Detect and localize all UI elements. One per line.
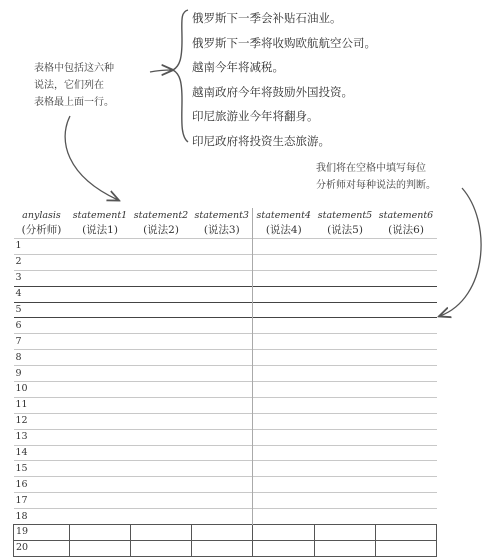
judgment-cell[interactable] [192,540,253,556]
judgment-cell[interactable] [376,525,437,541]
judgment-cell[interactable] [131,302,192,318]
judgment-cell[interactable] [376,270,437,286]
judgment-cell[interactable] [70,254,131,270]
judgment-cell[interactable] [253,429,315,445]
judgment-cell[interactable] [70,302,131,318]
judgment-cell[interactable] [131,350,192,366]
judgment-cell[interactable] [376,239,437,255]
header-en: statement6 [378,210,434,221]
statement-text: 俄罗斯下一季会补贴石油业。 [192,11,342,25]
header-statement-1 [70,208,131,239]
judgment-cell[interactable] [131,461,192,477]
judgment-cell[interactable] [70,477,131,493]
judgment-cell[interactable] [192,239,253,255]
judgment-cell[interactable] [315,239,376,255]
annotation-line: 分析师对每种说法的判断。 [316,180,436,191]
judgment-cell[interactable] [315,366,376,382]
header-statement-6 [376,208,437,239]
judgment-cell[interactable] [253,239,315,255]
row-number: 14 [14,445,70,461]
header-en: statement5 [317,210,373,221]
judgment-cell[interactable] [376,445,437,461]
header-zh: (说法5) [327,224,363,236]
judgment-cell[interactable] [315,445,376,461]
judgment-cell[interactable] [315,509,376,525]
row-number: 3 [14,270,70,286]
judgment-cell[interactable] [253,397,315,413]
judgment-cell[interactable] [70,270,131,286]
judgment-cell[interactable] [253,413,315,429]
table-row [14,461,437,477]
judgment-cell[interactable] [253,445,315,461]
judgment-cell[interactable] [253,254,315,270]
row-number: 7 [14,334,70,350]
arrow-to-brace-icon [150,70,172,72]
judgment-cell[interactable] [192,493,253,509]
table-row [14,286,437,302]
judgment-cell[interactable] [315,254,376,270]
judgment-cell[interactable] [131,413,192,429]
row-number: 19 [14,525,70,541]
judgment-cell[interactable] [131,493,192,509]
judgment-cell[interactable] [70,239,131,255]
table-row [14,525,437,541]
row-number: 4 [14,286,70,302]
judgment-table [13,208,437,557]
judgment-cell[interactable] [131,540,192,556]
row-number: 9 [14,366,70,382]
judgment-cell[interactable] [315,382,376,398]
judgment-cell[interactable] [315,461,376,477]
judgment-cell[interactable] [70,429,131,445]
judgment-cell[interactable] [131,318,192,334]
table-header-row [14,208,437,239]
judgment-cell[interactable] [70,286,131,302]
judgment-cell[interactable] [315,540,376,556]
annotation-line: 说法，它们列在 [34,80,104,91]
table-row [14,540,437,556]
judgment-cell[interactable] [253,350,315,366]
judgment-cell[interactable] [315,493,376,509]
judgment-cell[interactable] [376,366,437,382]
judgment-cell[interactable] [131,445,192,461]
row-number: 1 [14,239,70,255]
judgment-cell[interactable] [253,493,315,509]
table-row [14,413,437,429]
judgment-cell[interactable] [192,382,253,398]
judgment-cell[interactable] [131,382,192,398]
judgment-cell[interactable] [131,239,192,255]
judgment-cell[interactable] [253,302,315,318]
table-row [14,350,437,366]
header-en: statement2 [133,210,189,221]
row-number: 2 [14,254,70,270]
judgment-cell[interactable] [70,413,131,429]
judgment-cell[interactable] [376,334,437,350]
header-en: anylasis [22,210,61,221]
judgment-cell[interactable] [70,382,131,398]
table-row [14,493,437,509]
judgment-cell[interactable] [376,540,437,556]
judgment-cell[interactable] [315,477,376,493]
judgment-cell[interactable] [131,509,192,525]
row-number: 16 [14,477,70,493]
judgment-cell[interactable] [376,429,437,445]
judgment-cell[interactable] [192,461,253,477]
judgment-cell[interactable] [131,525,192,541]
judgment-cell[interactable] [315,397,376,413]
judgment-cell[interactable] [376,413,437,429]
judgment-cell[interactable] [192,525,253,541]
judgment-cell[interactable] [70,461,131,477]
judgment-cell[interactable] [315,286,376,302]
judgment-cell[interactable] [192,318,253,334]
header-statement-5 [315,208,376,239]
statement-text: 越南今年将减税。 [192,60,284,75]
judgment-cell[interactable] [376,509,437,525]
judgment-cell[interactable] [253,366,315,382]
judgment-cell[interactable] [376,493,437,509]
header-statement-4 [253,208,315,239]
judgment-cell[interactable] [70,540,131,556]
judgment-cell[interactable] [70,493,131,509]
statement-text: 越南政府今年将鼓励外国投资。 [192,84,353,99]
table-row [14,302,437,318]
judgment-cell[interactable] [192,509,253,525]
judgment-cell[interactable] [253,477,315,493]
header-en: statement4 [256,210,311,221]
judgment-cell[interactable] [192,270,253,286]
table-row [14,445,437,461]
judgment-cell[interactable] [70,318,131,334]
judgment-cell[interactable] [315,334,376,350]
table-row [14,397,437,413]
judgment-cell[interactable] [131,429,192,445]
judgment-cell[interactable] [376,318,437,334]
judgment-cell[interactable] [315,350,376,366]
judgment-cell[interactable] [192,477,253,493]
judgment-cell[interactable] [315,525,376,541]
row-number: 15 [14,461,70,477]
row-number: 6 [14,318,70,334]
judgment-cell[interactable] [376,286,437,302]
statement-text: 印尼旅游业今年将翻身。 [192,109,319,124]
table-row [14,318,437,334]
judgment-cell[interactable] [192,413,253,429]
header-zh: (说法1) [82,224,118,236]
judgment-cell[interactable] [253,540,315,556]
judgment-cell[interactable] [70,350,131,366]
table-row [14,509,437,525]
judgment-cell[interactable] [131,397,192,413]
arrow-to-header-icon [65,116,118,200]
judgment-cell[interactable] [70,509,131,525]
row-number: 13 [14,429,70,445]
brace-icon [173,10,188,142]
judgment-cell[interactable] [253,509,315,525]
judgment-cell[interactable] [131,477,192,493]
judgment-cell[interactable] [131,334,192,350]
judgment-cell[interactable] [192,429,253,445]
judgment-cell[interactable] [192,286,253,302]
judgment-cell[interactable] [192,366,253,382]
judgment-cell[interactable] [253,270,315,286]
annotation-line: 表格中包括这六种 [34,63,114,74]
judgment-cell[interactable] [192,254,253,270]
row-number: 8 [14,350,70,366]
table-row [14,477,437,493]
judgment-cell[interactable] [315,413,376,429]
header-statement-3 [192,208,253,239]
arrow-to-cells-icon [440,188,481,316]
judgment-cell[interactable] [376,382,437,398]
judgment-cell[interactable] [253,318,315,334]
judgment-cell[interactable] [192,350,253,366]
table-row [14,334,437,350]
judgment-cell[interactable] [131,270,192,286]
judgment-cell[interactable] [253,286,315,302]
header-zh: (说法3) [203,224,240,236]
judgment-cell[interactable] [70,334,131,350]
header-zh: (说法2) [143,224,179,236]
table-row [14,382,437,398]
row-number: 20 [14,540,70,556]
judgment-cell[interactable] [376,350,437,366]
judgment-cell[interactable] [192,334,253,350]
judgment-cell[interactable] [315,318,376,334]
judgment-cell[interactable] [376,477,437,493]
table-row [14,270,437,286]
table-row [14,366,437,382]
row-number: 17 [14,493,70,509]
header-zh: (分析师) [21,224,62,236]
annotation-line: 我们将在空格中填写每位 [316,163,426,174]
table-row [14,429,437,445]
header-zh: (说法4) [265,224,302,236]
statement-text: 俄罗斯下一季将收购欧航航空公司。 [192,35,376,50]
judgment-cell[interactable] [131,366,192,382]
judgment-cell[interactable] [253,525,315,541]
judgment-cell[interactable] [192,397,253,413]
header-en: statement3 [194,210,249,221]
header-en: statement1 [72,210,128,221]
row-number: 11 [14,397,70,413]
row-number: 10 [14,382,70,398]
judgment-cell[interactable] [131,254,192,270]
judgment-cell[interactable] [253,382,315,398]
row-number: 5 [14,302,70,318]
judgment-cell[interactable] [315,270,376,286]
judgment-cell[interactable] [315,429,376,445]
row-number: 18 [14,509,70,525]
judgment-cell[interactable] [376,302,437,318]
row-number: 12 [14,413,70,429]
judgment-cell[interactable] [253,461,315,477]
header-zh: (说法6) [388,224,424,236]
judgment-cell[interactable] [192,302,253,318]
judgment-cell[interactable] [253,334,315,350]
statement-text: 印尼政府将投资生态旅游。 [192,133,330,148]
header-analyst [14,208,70,239]
table-row [14,254,437,270]
judgment-cell[interactable] [70,445,131,461]
table-body [14,239,437,557]
judgment-cell[interactable] [70,397,131,413]
judgment-cell[interactable] [70,366,131,382]
judgment-cell[interactable] [131,286,192,302]
judgment-cell[interactable] [376,461,437,477]
table-row [14,239,437,255]
judgment-cell[interactable] [315,302,376,318]
judgment-cell[interactable] [70,525,131,541]
header-statement-2 [131,208,192,239]
judgment-cell[interactable] [376,397,437,413]
judgment-cell[interactable] [192,445,253,461]
annotation-line: 表格最上面一行。 [34,97,114,108]
judgment-cell[interactable] [376,254,437,270]
